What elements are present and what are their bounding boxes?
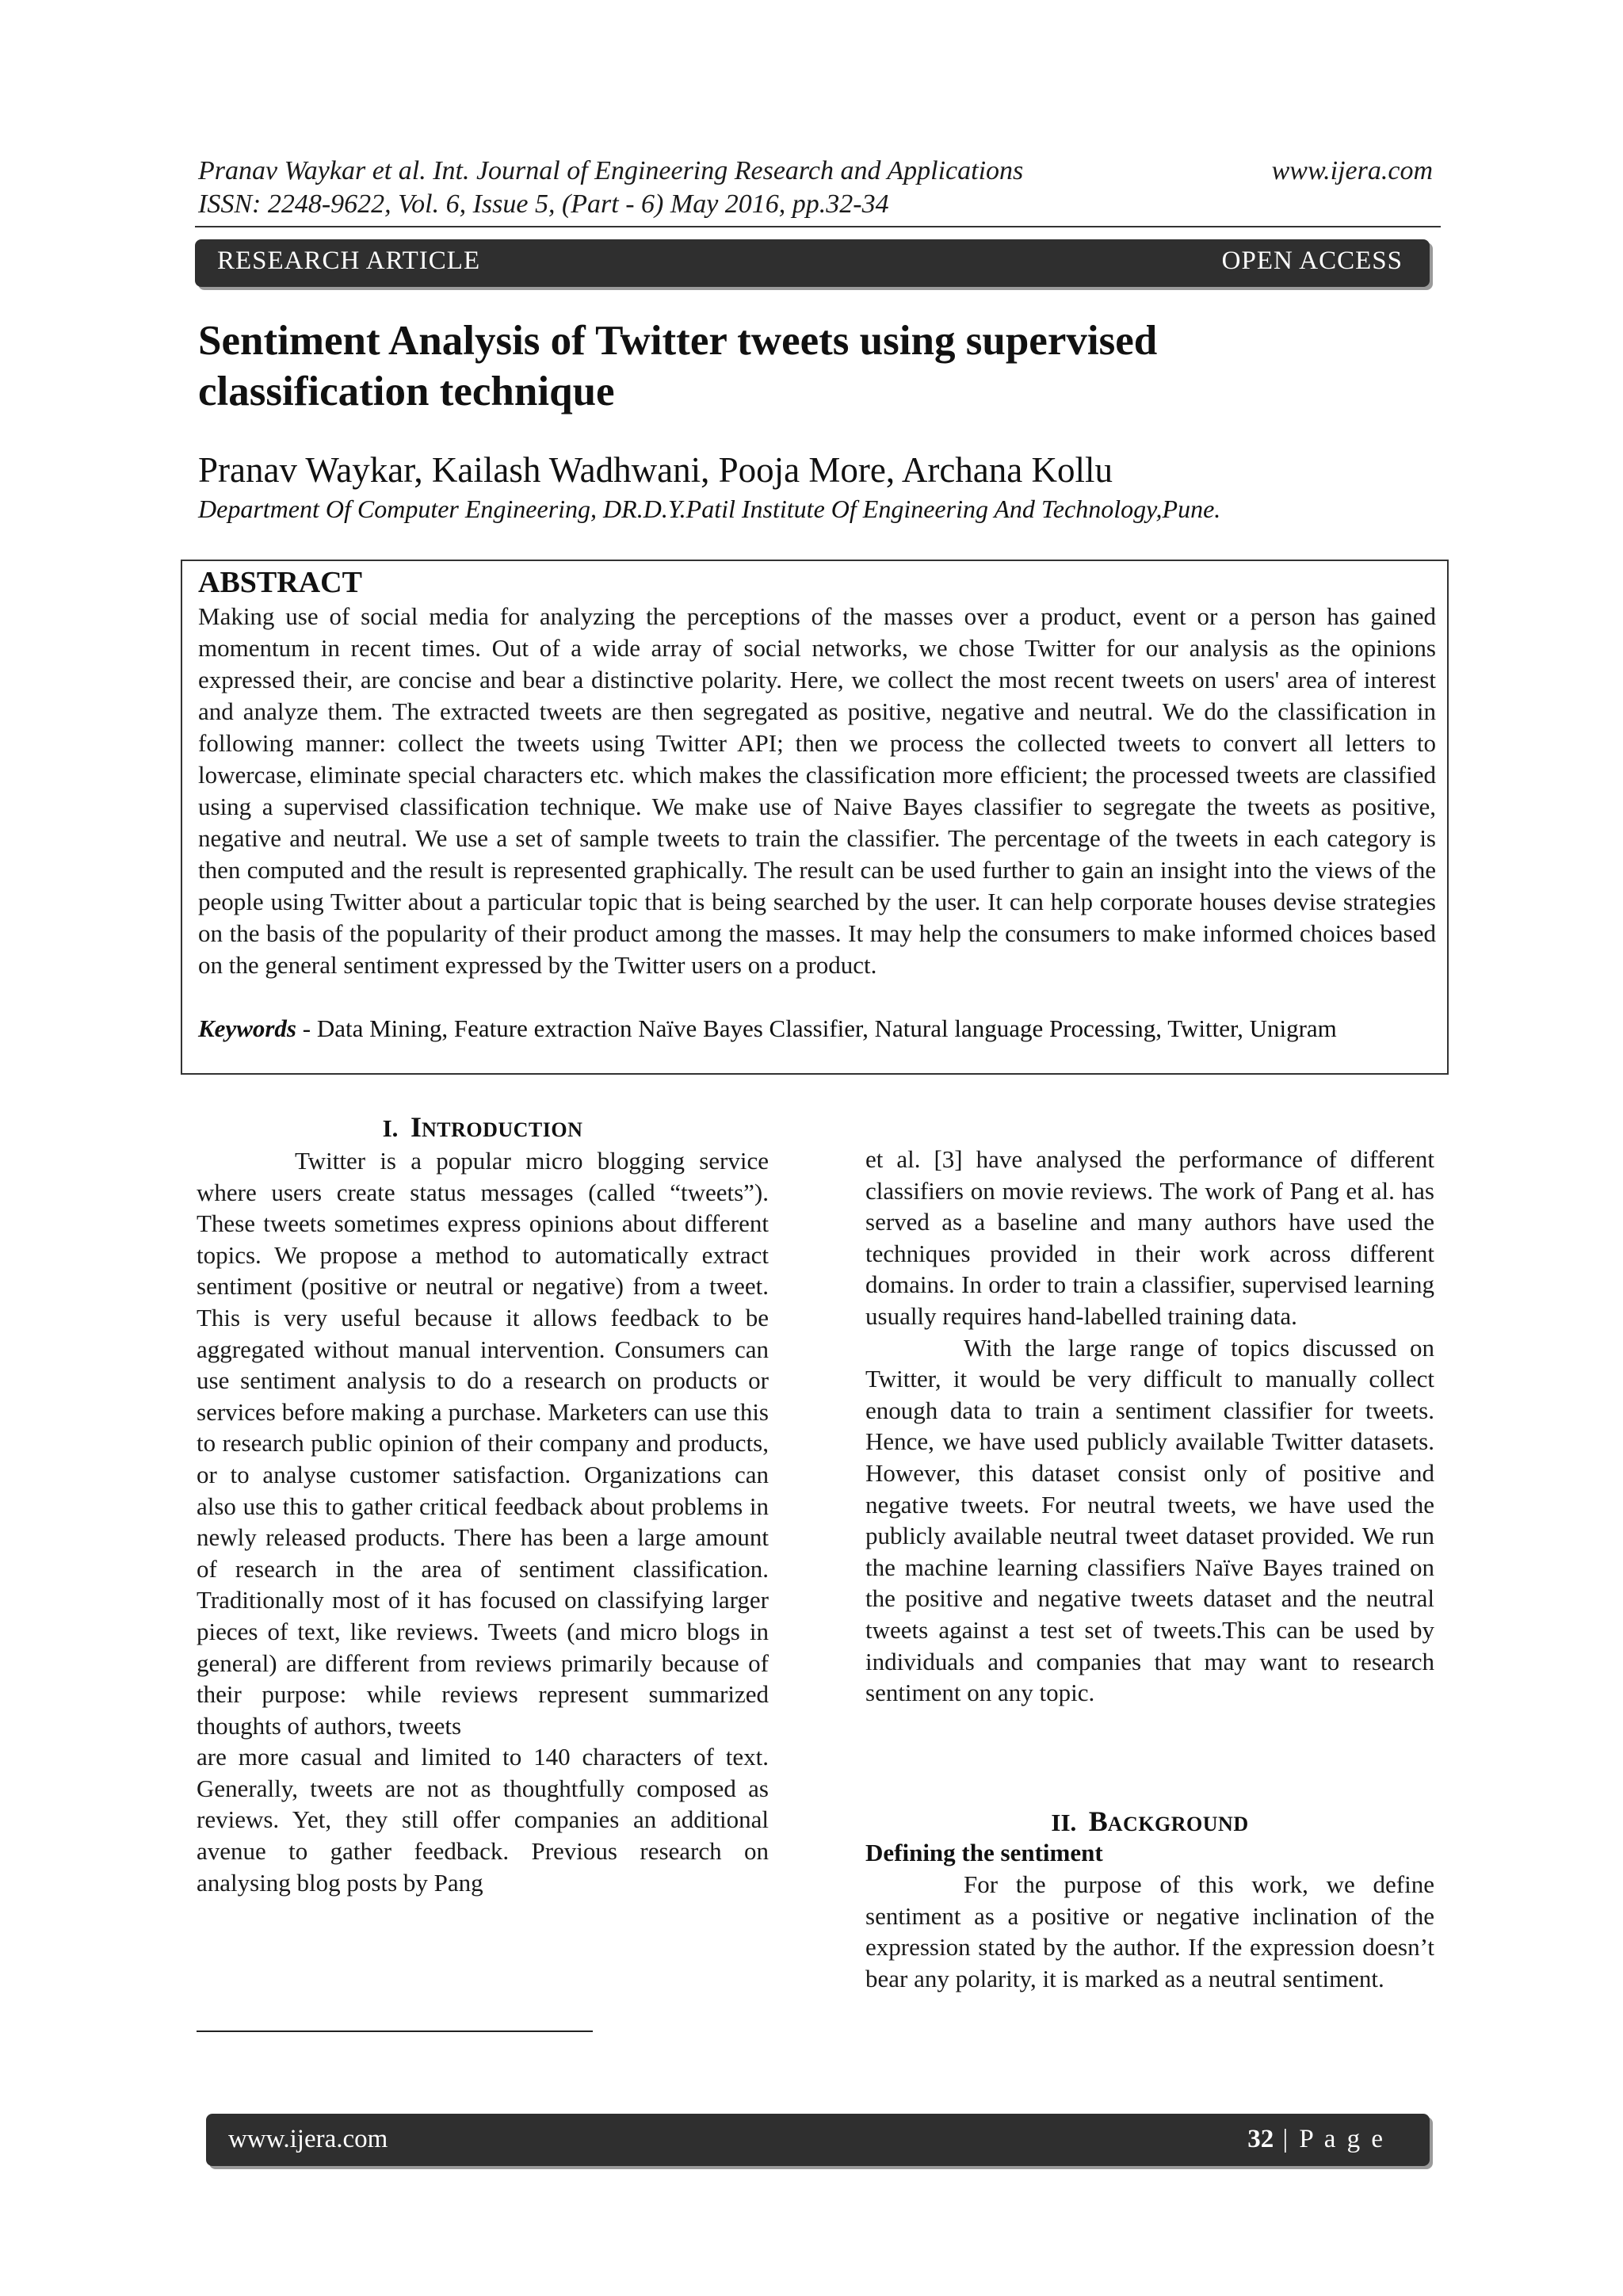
footnote-rule: [197, 2030, 593, 2032]
footer-website-link[interactable]: www.ijera.com: [228, 2125, 388, 2153]
journal-line: Pranav Waykar et al. Int. Journal of Engineering Research and Applications: [198, 156, 1024, 185]
article-type-banner: [195, 239, 1430, 287]
section-2-title-initial: B: [1088, 1805, 1108, 1837]
issn-line: ISSN: 2248-9622, Vol. 6, Issue 5, (Part - 6) May 2016, pp.32-34: [198, 189, 889, 219]
abstract-heading: ABSTRACT: [198, 566, 362, 599]
section-2-number: II.: [1051, 1809, 1077, 1836]
keywords: [198, 1013, 1436, 1045]
intro-paragraph-right-1: et al. [3] have analysed the performance of different classifiers on movie reviews. The work of Pang et al. has served as a baseline and many authors have used the techniques provided in their work across different domains. In order to train a classifier, supervised learning usually requires hand-labelled training data.: [865, 1145, 1434, 1330]
header-rule: [195, 226, 1441, 227]
keywords-label: Keywords: [198, 1014, 296, 1042]
paper-affiliation: Department Of Computer Engineering, DR.D.Y.Patil Institute Of Engineering And Technology,Pune.: [198, 495, 1221, 523]
open-access-label: OPEN ACCESS: [1221, 246, 1403, 275]
research-article-label: RESEARCH ARTICLE: [217, 246, 481, 275]
left-column: [197, 1145, 769, 1898]
intro-paragraph: Twitter is a popular micro blogging service where users create status messages (called “tweets”). These tweets sometimes express opinions about different topics. We propose a method to automatically extract sentiment (positive or neutral or negative) from a tweet. This is very useful because it allows feedback to be aggregated without manual intervention. Consumers can use sentiment analysis to do a research on products or services before making a purchase. Marketers can use this to research public opinion of their company and products, or to analyse customer satisfaction. Organizations can also use this to gather critical feedback about problems in newly released products. There has been a large amount of research in the area of sentiment classification. Traditionally most of it has focused on classifying larger pieces of text, like reviews. Tweets (and micro blogs in general) are different from reviews primarily because of their purpose: while reviews represent summarized thoughts of authors, tweets: [197, 1147, 769, 1740]
section-2-heading: [865, 1805, 1434, 1840]
header-website-link[interactable]: www.ijera.com: [1271, 156, 1433, 185]
paper-title: Sentiment Analysis of Twitter tweets using supervised classification technique: [198, 318, 1158, 415]
right-column: [865, 1144, 1434, 1709]
paper-authors: Pranav Waykar, Kailash Wadhwani, Pooja More, Archana Kollu: [198, 450, 1113, 490]
section-2-title-rest: ACKGROUND: [1107, 1813, 1249, 1836]
footer-banner: [206, 2114, 1430, 2166]
section-1-heading: [197, 1111, 769, 1146]
page-number: [1247, 2125, 1385, 2154]
keywords-text: - Data Mining, Feature extraction Naïve Bayes Classifier, Natural language Processing, Twitter, Unigram: [296, 1014, 1337, 1042]
section-1-title-initial: I: [410, 1111, 422, 1143]
background-paragraph: For the purpose of this work, we define sentiment as a positive or negative inclination of the expression stated by the author. If the expression doesn’t bear any polarity, it is marked as a neutral sentiment.: [865, 1870, 1434, 1992]
page-number-value: 32: [1247, 2125, 1274, 2153]
section-1-number: I.: [382, 1114, 399, 1142]
intro-paragraph-continued: are more casual and limited to 140 characters of text. Generally, tweets are not as thoughtfully composed as reviews. Yet, they still offer companies an additional avenue to gather feedback. Previous research on analysing blog posts by Pang: [197, 1743, 769, 1897]
abstract-text: Making use of social media for analyzing the perceptions of the masses over a product, event or a person has gained momentum in recent times. Out of a wide array of social networks, we chose Twitter for our analysis as the opinions expressed their, are concise and bear a distinctive polarity. Here, we collect the most recent tweets on users' area of interest and analyze them. The extracted tweets are then segregated as positive, negative and neutral. We do the classification in following manner: collect the tweets using Twitter API; then we process the collected tweets to convert all letters to lowercase, eliminate special characters etc. which makes the classification more efficient; the processed tweets are classified using a supervised classification technique. We make use of Naive Bayes classifier to segregate the tweets as positive, negative and neutral. We use a set of sample tweets to train the classifier. The percentage of the tweets in each category is then computed and the result is represented graphically. The result can be used further to gain an insight into the views of the people using Twitter about a particular topic that is being searched by the user. It can help corporate houses devise strategies on the basis of the popularity of their product among the masses. It may help the consumers to make informed choices based on the general sentiment expressed by the Twitter users on a product.: [198, 602, 1436, 979]
section-1-title-rest: NTRODUCTION: [421, 1118, 583, 1141]
page-label: | P a g e: [1274, 2125, 1385, 2153]
subsection-heading: Defining the sentiment: [865, 1839, 1103, 1866]
intro-paragraph-right-2: With the large range of topics discussed on Twitter, it would be very difficult to manually collect enough data to train a sentiment classifier for tweets. Hence, we have used publicly available Twitter datasets. However, this dataset consist only of positive and negative tweets. For neutral tweets, we have used the publicly available neutral tweet dataset provided. We run the machine learning classifiers Naïve Bayes trained on the positive and negative tweets dataset and the neutral tweets against a test set of tweets.This can be used by individuals and companies that may want to research sentiment on any topic.: [865, 1333, 1434, 1707]
background-column: [865, 1869, 1434, 1994]
